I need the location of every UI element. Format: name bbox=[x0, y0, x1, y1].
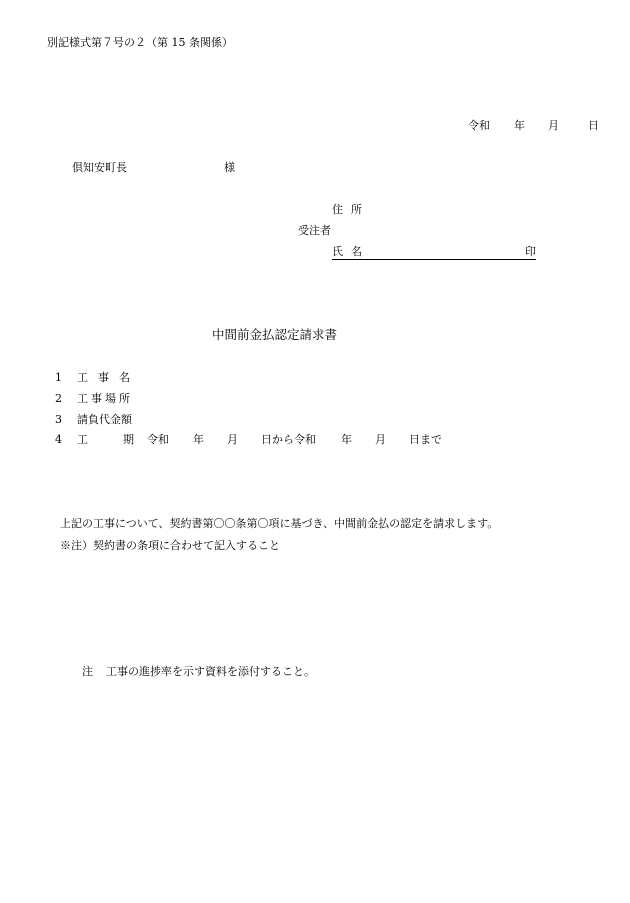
footnote bbox=[82, 666, 315, 677]
date-year: 年 bbox=[514, 119, 525, 132]
period-year-2: 年 bbox=[341, 433, 352, 446]
addressee-town: 倶知安町長 bbox=[72, 161, 127, 174]
date-month: 月 bbox=[548, 119, 559, 132]
date-line bbox=[468, 120, 599, 131]
period-day-from: 日から令和 bbox=[261, 433, 316, 446]
item-number: 4 bbox=[55, 433, 62, 446]
item-contract-amount bbox=[55, 414, 132, 425]
seal-mark: 印 bbox=[525, 245, 536, 258]
item-label: 請負代金額 bbox=[77, 413, 132, 426]
item-label: 工事場所 bbox=[77, 392, 133, 405]
footnote-text: 工事の進捗率を示す資料を添付すること。 bbox=[106, 665, 315, 678]
period-month-1: 月 bbox=[227, 433, 238, 446]
item-label: 工事名 bbox=[77, 371, 140, 384]
request-statement: 上記の工事について、契約書第〇〇条第〇項に基づき、中間前金払の認定を請求します。 bbox=[60, 517, 499, 530]
item-number: 1 bbox=[55, 371, 62, 384]
addressee bbox=[72, 162, 235, 173]
document-title: 中間前金払認定請求書 bbox=[212, 327, 338, 342]
address-label: 住所 bbox=[332, 203, 370, 216]
item-construction-name bbox=[55, 372, 140, 383]
date-day: 日 bbox=[588, 119, 599, 132]
item-label: 工 期 bbox=[77, 433, 134, 446]
period-year-1: 年 bbox=[193, 433, 204, 446]
name-signature-line bbox=[332, 246, 536, 260]
item-number: 2 bbox=[55, 392, 62, 405]
item-construction-place bbox=[55, 393, 133, 404]
form-number: 別記様式第７号の２（第 15 条関係） bbox=[47, 36, 233, 49]
period-era-1: 令和 bbox=[147, 433, 169, 446]
clause-note: ※注）契約書の条項に合わせて記入すること bbox=[60, 539, 280, 552]
period-day-to: 日まで bbox=[409, 433, 442, 446]
item-construction-period bbox=[55, 434, 442, 445]
footnote-label: 注 bbox=[82, 665, 93, 678]
name-label: 氏名 bbox=[332, 245, 370, 258]
item-number: 3 bbox=[55, 413, 62, 426]
addressee-honorific: 様 bbox=[224, 161, 235, 174]
contractor-label: 受注者 bbox=[298, 224, 331, 237]
period-month-2: 月 bbox=[375, 433, 386, 446]
date-era: 令和 bbox=[468, 119, 490, 132]
